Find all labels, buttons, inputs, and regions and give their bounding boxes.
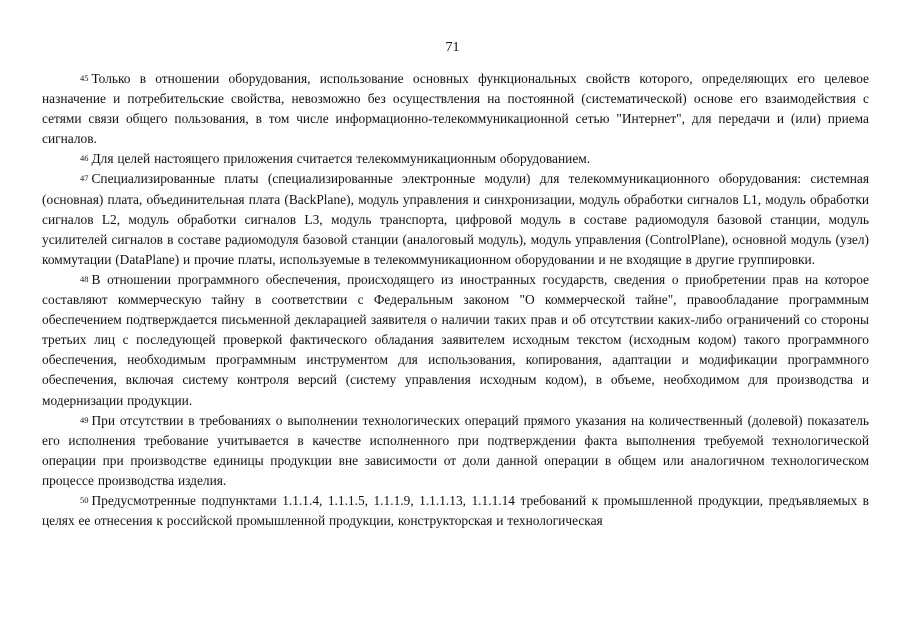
footnote-46 <box>42 149 869 169</box>
footnote-mark: 46 <box>80 153 89 164</box>
footnote-mark: 50 <box>80 494 89 505</box>
footnote-text: Специализированные платы (специализированные электронные модули) для телекоммуникационного оборудования: системная (основная) плата, объединительная плата (BackPlane), модуль управления и синхронизации, модуль обработки сигналов L1, модуль обработки сигналов L2, модуль обработки сигналов L3, модуль транспорта, цифровой модуль в составе радиомодуля базовой станции, модуль усилителей сигналов в составе радиомодуля базовой станции (аналоговый модуль), модуль управления (ControlPlane), основной модуль (узел) коммутации (DataPlane) и прочие платы, используемые в телекоммуникационном оборудовании и не входящие в другие группировки. <box>42 171 869 267</box>
footnote-text: Только в отношении оборудования, использование основных функциональных свойств которого, определяющих его целевое назначение и потребительские свойства, невозможно без осуществления на постоянной (систематической) основе его взаимодействия с сетями связи общего пользования, в том числе информационно-телекоммуникационной сетью "Интернет", для передачи и (или) приема сигналов. <box>42 71 869 147</box>
footnote-mark: 48 <box>80 273 89 284</box>
footnote-47 <box>42 169 869 269</box>
footnote-text: При отсутствии в требованиях о выполнении технологических операций прямого указания на количественный (долевой) показатель его исполнения требование учитывается в качестве исполненного при подтверждении факта выполнения требуемой технологической операции при производстве единицы продукции вне зависимости от доли данной операции в общем или аналогичном технологическом процессе производства изделия. <box>42 412 869 488</box>
footnote-mark: 45 <box>80 73 89 83</box>
page-number: 71 <box>445 40 460 55</box>
footnote-text: В отношении программного обеспечения, происходящего из иностранных государств, сведения о приобретении прав на которое составляют коммерческую тайну в соответствии с Федеральным законом "О коммерческой тайне", правообладание программным обеспечением подтверждается письменной декларацией заявителя о наличии таких прав и об отсутствии каких-либо ограничений со стороны третьих лиц с последующей проверкой фактического обладания заявителем исходным текстом (исходным кодом) такого программного обеспечения, необходимым программным инструментом для использования, копирования, адаптации и модификации программного обеспечения, включая систему контроля версий (систему управления исходным кодом), в объеме, необходимом для производства и модернизации продукции. <box>42 271 869 408</box>
footnote-48 <box>42 270 869 411</box>
footnote-mark: 49 <box>80 414 89 425</box>
footnote-45 <box>42 69 869 149</box>
footnote-text: Предусмотренные подпунктами 1.1.1.4, 1.1.1.5, 1.1.1.9, 1.1.1.13, 1.1.1.14 требований к промышленной продукции, предъявляемых в целях ее отнесения к российской промышленной продукции, конструкторская и технологическая <box>42 492 869 529</box>
footnotes-section <box>42 69 869 531</box>
footnote-49 <box>42 411 869 491</box>
footnote-mark: 47 <box>80 173 89 184</box>
footnote-50 <box>42 491 869 531</box>
footnote-text: Для целей настоящего приложения считается телекоммуникационным оборудованием. <box>91 151 591 167</box>
